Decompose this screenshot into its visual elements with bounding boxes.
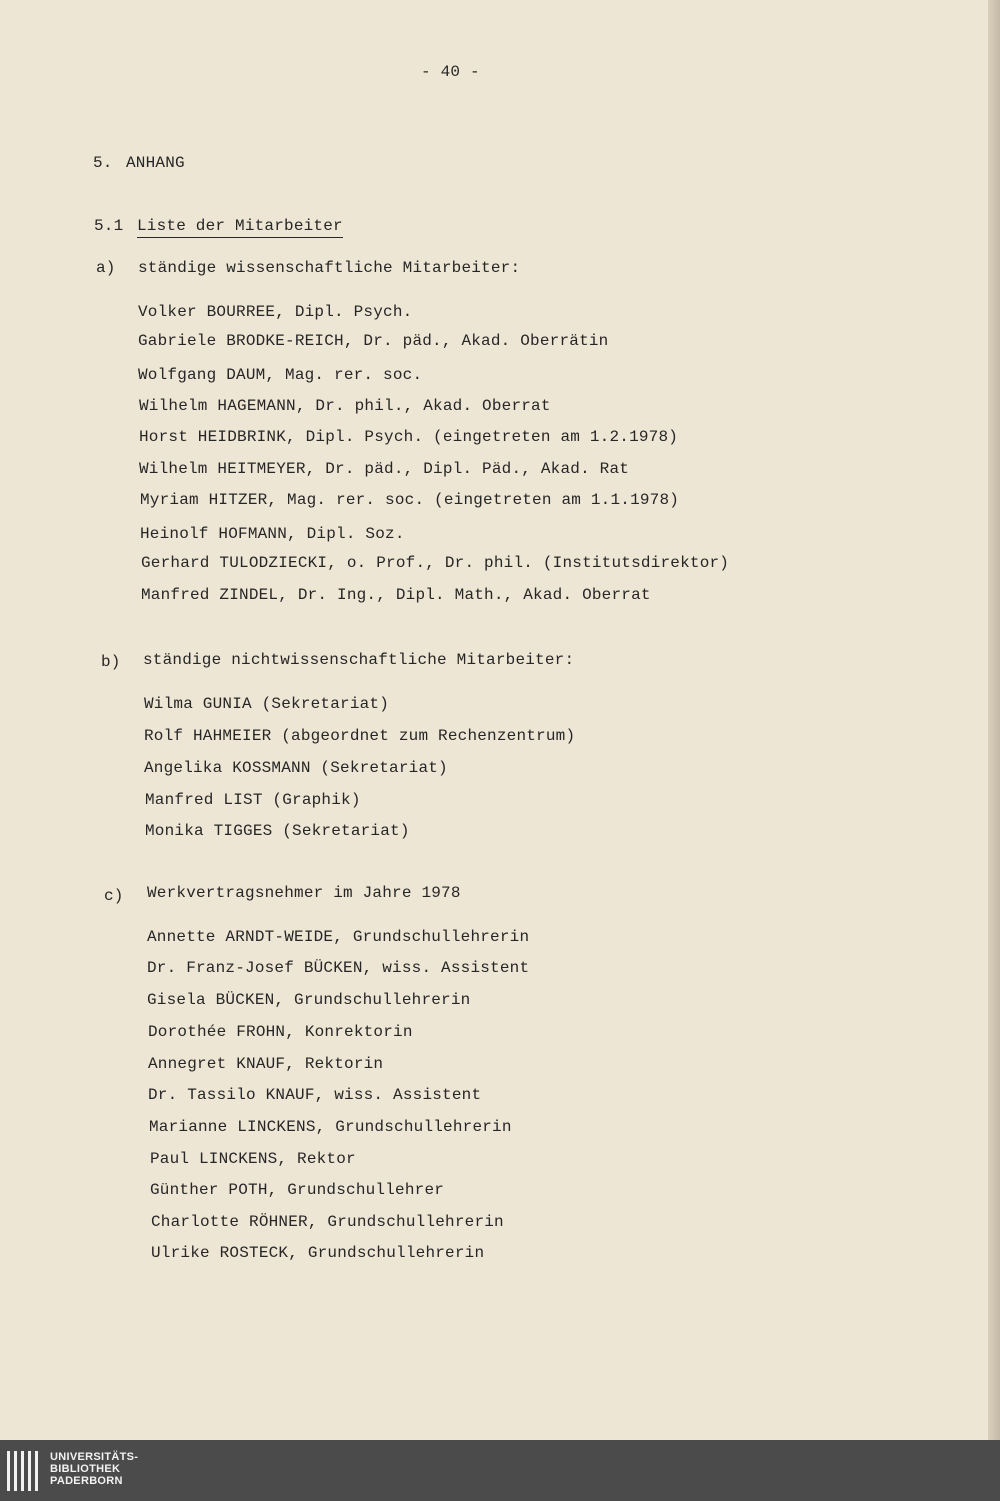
list-item: Ulrike ROSTECK, Grundschullehrerin [151,1244,485,1262]
section-heading-number: 5. [93,154,113,172]
list-item: Dr. Tassilo KNAUF, wiss. Assistent [148,1086,482,1104]
section-a-title: ständige wissenschaftliche Mitarbeiter: [138,259,521,277]
list-item: Monika TIGGES (Sekretariat) [145,822,410,840]
list-item: Angelika KOSSMANN (Sekretariat) [144,759,448,777]
list-item: Annegret KNAUF, Rektorin [148,1055,384,1073]
subsection-number: 5.1 [94,217,124,235]
library-logo-icon [4,1449,44,1493]
list-item: Wilma GUNIA (Sekretariat) [144,695,390,713]
section-b-title: ständige nichtwissenschaftliche Mitarbeiter: [143,651,575,669]
section-a-marker: a) [96,259,116,277]
logo-line: UNIVERSITÄTS- [50,1451,139,1463]
list-item: Rolf HAHMEIER (abgeordnet zum Rechenzentrum) [144,727,576,745]
list-item: Wilhelm HEITMEYER, Dr. päd., Dipl. Päd., Akad. Rat [139,460,630,478]
list-item: Manfred ZINDEL, Dr. Ing., Dipl. Math., Akad. Oberrat [141,586,651,604]
list-item: Dorothée FROHN, Konrektorin [148,1023,413,1041]
list-item: Volker BOURREE, Dipl. Psych. [138,303,413,321]
library-logo-text [50,1451,138,1487]
list-item: Wolfgang DAUM, Mag. rer. soc. [138,366,423,384]
list-item: Marianne LINCKENS, Grundschullehrerin [149,1118,512,1136]
list-item: Gisela BÜCKEN, Grundschullehrerin [147,991,471,1009]
list-item: Horst HEIDBRINK, Dipl. Psych. (eingetreten am 1.2.1978) [139,428,679,446]
logo-line: BIBLIOTHEK [50,1463,121,1475]
list-item: Günther POTH, Grundschullehrer [150,1181,445,1199]
list-item: Gabriele BRODKE-REICH, Dr. päd., Akad. Oberrätin [138,332,609,350]
list-item: Wilhelm HAGEMANN, Dr. phil., Akad. Oberrat [139,397,551,415]
list-item: Dr. Franz-Josef BÜCKEN, wiss. Assistent [147,959,530,977]
footer-bar [0,1440,1000,1501]
section-c-marker: c) [104,887,124,905]
section-c-title: Werkvertragsnehmer im Jahre 1978 [147,884,461,902]
section-b-marker: b) [101,653,121,671]
list-item: Heinolf HOFMANN, Dipl. Soz. [140,525,405,543]
page-edge [988,0,1000,1440]
list-item: Paul LINCKENS, Rektor [150,1150,356,1168]
list-item: Annette ARNDT-WEIDE, Grundschullehrerin [147,928,530,946]
list-item: Myriam HITZER, Mag. rer. soc. (eingetreten am 1.1.1978) [140,491,680,509]
section-heading-title: ANHANG [126,154,185,172]
page-number: - 40 - [421,63,480,81]
list-item: Manfred LIST (Graphik) [145,791,361,809]
list-item: Charlotte RÖHNER, Grundschullehrerin [151,1213,504,1231]
subsection-title: Liste der Mitarbeiter [137,216,343,238]
list-item: Gerhard TULODZIECKI, o. Prof., Dr. phil. (Institutsdirektor) [141,554,730,572]
logo-line: PADERBORN [50,1475,123,1487]
